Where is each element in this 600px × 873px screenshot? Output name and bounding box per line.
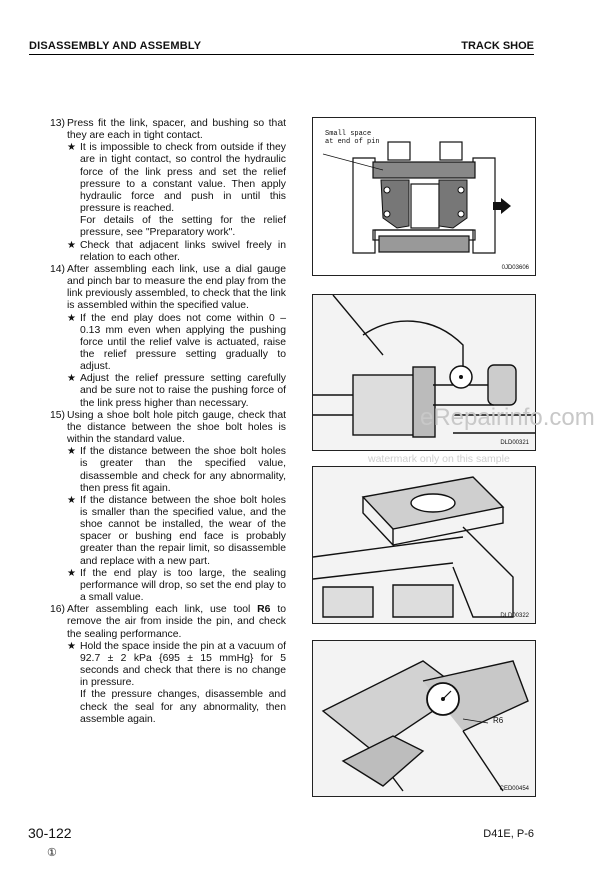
figure-callout (325, 130, 380, 146)
page-number: 30-122 (28, 825, 72, 841)
note-text: If the end play does not come within 0 – 0.13 mm even when applying the pushing force until the relief valve is actuated, raise the relief pressure setting gradually to adjust. (80, 312, 286, 373)
figure-code: 0JD03606 (501, 265, 529, 271)
note (67, 568, 286, 604)
note-continuation: If the pressure changes, disassemble and check the seal for any abnormality, then assemble again. (80, 689, 286, 725)
step-16 (50, 604, 286, 640)
page-header-section: DISASSEMBLY AND ASSEMBLY (29, 40, 202, 52)
star-icon: ★ (67, 239, 76, 251)
star-icon: ★ (67, 142, 76, 154)
star-icon: ★ (67, 312, 76, 324)
note (67, 446, 286, 495)
step-text: Using a shoe bolt hole pitch gauge, check that the distance between the shoe bolt holes is within the standard value. (67, 409, 286, 446)
watermark-subtext: watermark only on this sample (368, 453, 510, 465)
note-text: Adjust the relief pressure setting carefully and be sure not to raise the pushing force of the link press higher than necessary. (80, 373, 286, 409)
step-number: 14) (50, 263, 66, 275)
step-text: After assembling each link, use a dial gauge and pinch bar to measure the end play from the link previously assembled, to check that the link is assembled within the specified value. (67, 263, 286, 312)
callout-line-1: Small space (325, 130, 372, 138)
tool-code: R6 (257, 604, 271, 616)
star-icon: ★ (67, 446, 76, 458)
note-text: If the distance between the shoe bolt holes is greater than the specified value, disassemble and check for any abnormality, then press fit again. (80, 446, 286, 494)
procedure-text (50, 118, 286, 726)
figure-link-press-diagram (312, 117, 536, 276)
star-icon: ★ (67, 494, 76, 506)
step-text (67, 604, 286, 640)
step-text: Press fit the link, spacer, and bushing so that they are each in tight contact. (67, 118, 286, 142)
revision-mark: ① (47, 847, 57, 859)
note-continuation: For details of the setting for the relief pressure, see "Preparatory work". (80, 215, 286, 239)
note-text: If the end play is too large, the sealing performance will drop, so set the end play to a small value. (80, 567, 286, 604)
arrow-left-icon (493, 198, 511, 214)
pitch-gauge-drawing (313, 467, 535, 623)
note (67, 495, 286, 568)
figure-code: DLD00322 (500, 613, 529, 619)
watermark: eRepairinfo.com (420, 404, 595, 431)
note-text: It is impossible to check from outside if they are in tight contact, so control the hydraulic force of the link press and set the relief pressure to a constant value. Then apply hydraulic force and push in until this pressure is reached. (80, 142, 286, 215)
step-number: 13) (50, 118, 66, 129)
note (67, 142, 286, 215)
figure-code: CED00454 (499, 786, 529, 792)
callout-line-2: at end of pin (325, 138, 380, 146)
star-icon: ★ (67, 640, 76, 652)
figure-pitch-gauge-photo (312, 466, 536, 624)
step-15 (50, 410, 286, 446)
figure-code: DLD00321 (500, 440, 529, 446)
note-text: If the distance between the shoe bolt holes is smaller than the specified value, and the shoe cannot be installed, the wear of the spacer or bushing end face is probably greater than the repair limit, so disassemble and replace with a new part. (80, 494, 286, 567)
star-icon: ★ (67, 373, 76, 385)
note-text: Check that adjacent links swivel freely in relation to each other. (80, 239, 286, 263)
note (67, 373, 286, 409)
note (67, 313, 286, 374)
model-label: D41E, P-6 (483, 828, 534, 840)
step-text-post: to remove the air from inside the pin, and check the sealing performance. (67, 604, 286, 640)
tool-label: R6 (493, 716, 504, 725)
star-icon: ★ (67, 567, 76, 579)
step-number: 16) (50, 604, 66, 616)
page-header-topic: TRACK SHOE (461, 40, 534, 52)
note (67, 641, 286, 690)
note (67, 240, 286, 264)
header-rule (29, 54, 534, 55)
note-text: Hold the space inside the pin at a vacuum of 92.7 ± 2 kPa {695 ± 15 mmHg} for 5 seconds and check that there is no change in pressure. (80, 640, 286, 689)
step-number: 15) (50, 409, 66, 421)
step-text-pre: After assembling each link, use tool (67, 604, 258, 616)
figure-vacuum-tool-photo (312, 640, 536, 797)
step-14 (50, 264, 286, 313)
step-13 (50, 118, 286, 142)
